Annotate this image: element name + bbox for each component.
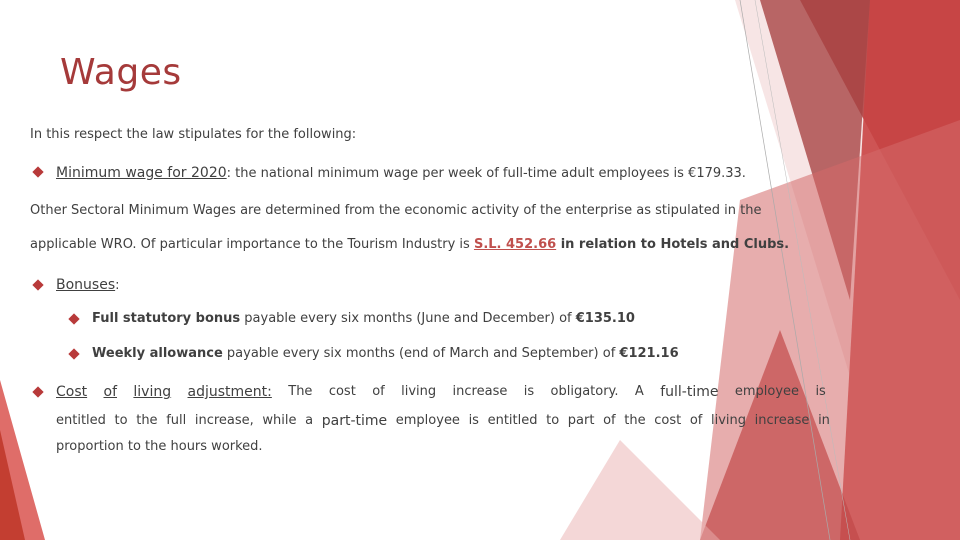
cola-word: obligatory. [550,384,619,399]
cola-line-2 [56,413,830,429]
sectoral-line-1: Other Sectoral Minimum Wages are determined from the economic activity of the enterprise as stipulated in the [30,203,762,218]
cola-word: in [818,413,830,428]
bonuses-label: Bonuses [56,277,116,293]
cola-word: living [401,384,437,399]
cola-word: is [815,384,826,399]
cola-word: while [262,413,297,428]
cola-word: living [133,384,172,400]
minimum-wage-text: : the national minimum wage per week of full-time adult employees is €179.33. [226,166,746,181]
cola-word: full-time [660,384,719,400]
cola-word: A [634,384,644,399]
cola-line-3: proportion to the hours worked. [56,439,263,454]
bonus-item [92,311,635,326]
bonuses-colon: : [115,278,120,293]
bonus-item-amount: €121.16 [619,346,679,361]
cola-word: to [114,413,128,428]
cola-word: to [546,413,560,428]
cola-word: cost [654,413,682,428]
cola-line-1 [56,384,826,400]
cola-word: the [624,413,646,428]
cola-word: increase, [194,413,254,428]
sectoral-prefix: applicable WRO. Of particular importance to the Tourism Industry is [30,237,474,252]
sectoral-line-2 [30,237,789,252]
bonus-item-title: Weekly allowance [92,346,223,361]
cola-word: entitled [487,413,538,428]
page-title: Wages [60,52,182,93]
minimum-wage-item [56,165,746,181]
minimum-wage-label: Minimum wage for 2020 [56,165,227,181]
bonus-item-title: Full statutory bonus [92,311,241,326]
cola-word: the [136,413,158,428]
intro-text: In this respect the law stipulates for the following: [30,127,357,142]
cola-word: increase [452,384,508,399]
cola-word: employee [395,413,460,428]
cola-word: part [567,413,595,428]
bonus-item-text: payable every six months (end of March and September) of [222,346,620,361]
cola-word: cost [328,384,356,399]
cola-word: part-time [321,413,388,429]
cola-word: of [372,384,385,399]
bonus-item-text: payable every six months (June and December) of [240,311,576,326]
cola-word: of [103,384,118,400]
sl-452-66-link[interactable]: S.L. 452.66 [473,237,557,252]
bonus-item-amount: €135.10 [575,311,635,326]
cola-word: increase [754,413,810,428]
cola-word: adjustment: [187,384,272,400]
bonuses-heading [56,277,120,293]
cola-word: a [305,413,314,428]
cola-word: The [288,384,313,399]
sectoral-suffix: in relation to Hotels and Clubs. [556,237,790,252]
bonus-item [92,346,679,361]
cola-word: is [468,413,479,428]
cola-word: Cost [56,384,88,400]
cola-word: entitled [56,413,106,428]
cola-word: is [523,384,535,399]
cola-word: of [689,413,703,428]
cola-word: living [710,413,747,428]
cola-word: full [166,413,187,428]
cola-word: employee [734,384,800,399]
cola-word: of [603,413,616,428]
